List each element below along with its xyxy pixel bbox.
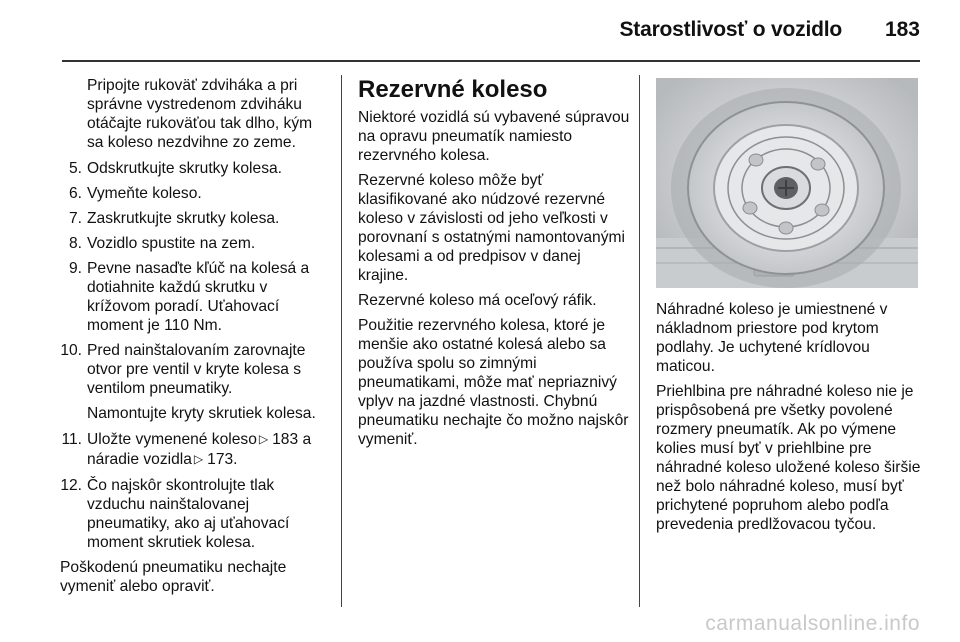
- paragraph: Priehlbina pre náhradné koleso nie je prispôsobená pre všetky povolené rozmery pneumatík. Ak po výmene kolies musí byť v priehlbine pre náhradné koleso uložené koleso širšie než bolo náhradné koleso, musí byť prichytené popruhom alebo podľa prevedenia predlžovacou tyčou.: [656, 383, 921, 533]
- step-text: Vymeňte koleso.: [87, 185, 202, 202]
- header-rule: [62, 60, 920, 62]
- paragraph: Rezervné koleso má oceľový ráfik.: [358, 292, 597, 309]
- step-text: Odskrutkujte skrutky kolesa.: [87, 160, 282, 177]
- spare-wheel-photo: [656, 78, 918, 288]
- column-1: [60, 76, 330, 602]
- step-11-text-b: a náradie vozidla: [87, 431, 312, 468]
- page-header: [0, 0, 960, 60]
- step-number: 6.: [68, 185, 82, 202]
- step-number: 7.: [68, 210, 82, 227]
- step-number: 5.: [68, 160, 82, 177]
- step-10-extra-text: Namontujte kryty skrutiek kolesa.: [87, 405, 316, 422]
- list-item: [60, 430, 330, 470]
- paragraph: Rezervné koleso môže byť klasifikované ako núdzové rezervné koleso v závislosti od jeho veľkosti v porovnaní s ostatnými namontovanými kolesami a od predpisov v danej krajine.: [358, 172, 625, 284]
- watermark-text: carmanualsonline.info: [705, 612, 920, 635]
- cross-reference-arrow-icon: ▷: [258, 432, 269, 446]
- paragraph: Niektoré vozidlá sú vybavené súpravou na opravu pneumatík namiesto rezervného kolesa.: [358, 109, 630, 164]
- step-number: 12.: [60, 477, 82, 494]
- step-intro-text: Pripojte rukoväť zdviháka a pri správne vystredenom zdviháku otáčajte rukoväťou tak dlho, kým sa koleso nezdvihne zo zeme.: [87, 77, 313, 151]
- column-divider-2: [639, 75, 640, 607]
- page-reference-link[interactable]: 173.: [207, 451, 238, 468]
- step-text: Čo najskôr skontrolujte tlak vzduchu nainštalovanej pneumatiky, ako aj uťahovací moment skrutiek kolesa.: [87, 477, 290, 551]
- cross-reference-arrow-icon: ▷: [193, 452, 204, 466]
- step-number: 8.: [68, 235, 82, 252]
- list-item: [60, 476, 330, 552]
- column-3: [656, 300, 924, 540]
- step-text: Pevne nasaďte kľúč na kolesá a dotiahnite každú skrutku v krížovom poradí. Uťahovací moment je 110 Nm.: [87, 260, 310, 334]
- paragraph: Použitie rezervného kolesa, ktoré je menšie ako ostatné kolesá alebo sa používa spolu so zimnými pneumatikami, môže mať nepriaznivý vplyv na jazdné vlastnosti. Chybnú pneumatiku nechajte čo možno najskôr vymeniť.: [358, 317, 629, 448]
- step-text: Zaskrutkujte skrutky kolesa.: [87, 210, 280, 227]
- step-number: 11.: [61, 431, 82, 448]
- closing-paragraph: Poškodenú pneumatiku nechajte vymeniť alebo opraviť.: [60, 559, 287, 595]
- page-number: 183: [884, 18, 920, 41]
- list-item: [60, 259, 330, 335]
- step-number: 10.: [60, 342, 82, 359]
- list-item: [60, 341, 330, 398]
- spare-wheel-illustration: [656, 78, 918, 288]
- column-divider-1: [341, 75, 342, 607]
- step-text: Pred nainštalovaním zarovnajte otvor pre ventil v kryte kolesa s ventilom pneumatiky.: [87, 342, 306, 397]
- paragraph: Náhradné koleso je umiestnené v nákladnom priestore pod krytom podlahy. Je uchytené krídlovou maticou.: [656, 301, 888, 375]
- list-item: [60, 184, 330, 203]
- step-text: Vozidlo spustite na zem.: [87, 235, 256, 252]
- list-item: [60, 159, 330, 178]
- list-item: [60, 209, 330, 228]
- step-text: [87, 430, 330, 470]
- step-11-text-a: Uložte vymenené koleso: [87, 431, 257, 448]
- step-number: 9.: [68, 260, 82, 277]
- section-title: Rezervné koleso: [358, 76, 548, 103]
- column-2: [358, 76, 630, 455]
- list-item: [60, 234, 330, 253]
- chapter-title: Starostlivosť o vozidlo: [619, 18, 842, 41]
- page-reference-link[interactable]: 183: [272, 431, 299, 448]
